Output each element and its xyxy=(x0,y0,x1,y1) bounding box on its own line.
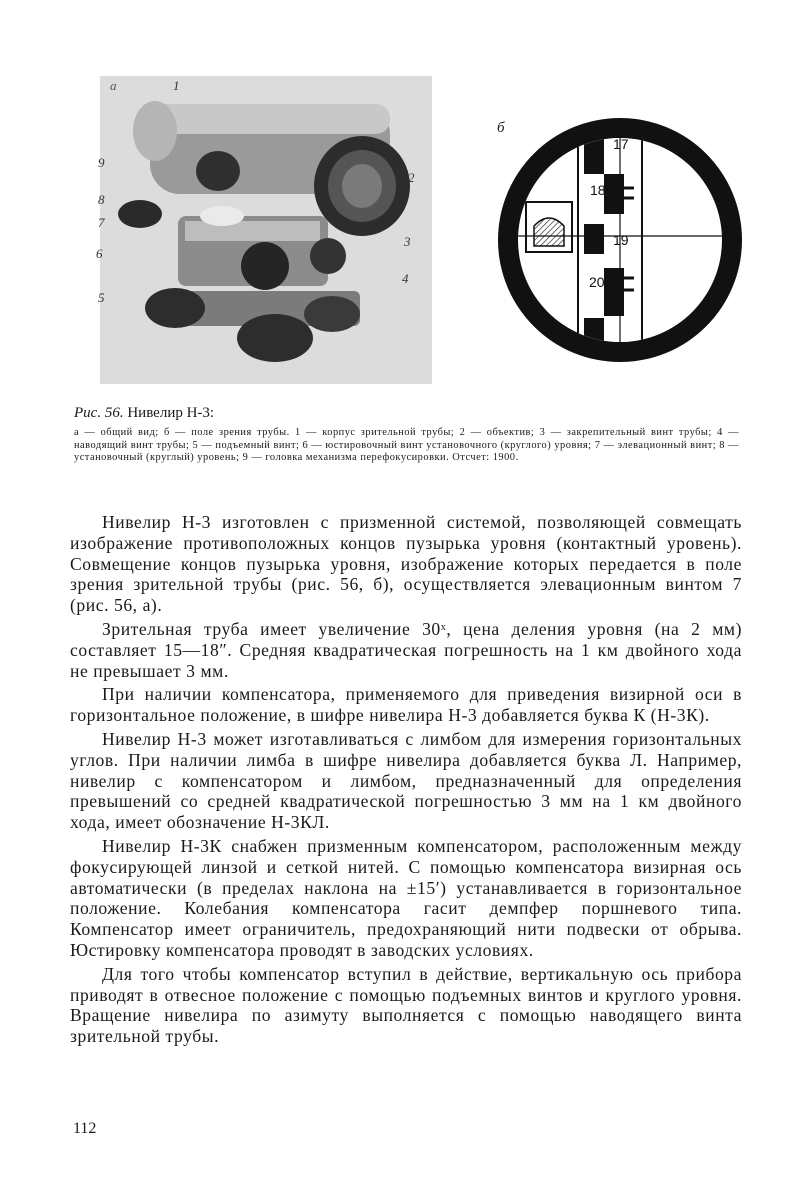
page-number: 112 xyxy=(73,1120,97,1137)
body-text xyxy=(70,512,742,1050)
scale-number-19: 19 xyxy=(613,232,629,248)
callout-1: 1 xyxy=(173,78,180,93)
callout-8: 8 xyxy=(98,192,105,207)
paragraph: Нивелир Н-3 изготовлен с призменной системой, позволяющей совмещать изображение противоположных концов пузырька уровня (контактный уровень). Совмещение концов пузырька уровня, изображение которых передается в поле зрения зрительной трубы (рис. 56, б), осуществляется элевационным винтом 7 (рис. 56, а). xyxy=(70,512,742,616)
callout-4: 4 xyxy=(402,271,409,286)
figure-caption-body: а — общий вид; б — поле зрения трубы. 1 — корпус зрительной трубы; 2 — объектив; 3 — закрепительный винт трубы; 4 — наводящий винт трубы; 5 — подъемный винт; 6 — юстировочный винт установочного (круглого) уровня; 7 — элевационный винт; 8 — установочный (круглый) уровень; 9 — головка механизма перефокусировки. Отсчет: 1900. xyxy=(74,427,739,464)
paragraph: Нивелир Н-3 может изготавливаться с лимбом для измерения горизонтальных углов. При наличии лимба в шифре нивелира добавляется буква Л. Например, нивелир с компенсатором и лимбом, предназначенный для определения превышений со средней квадратической погрешностью 3 мм на 1 км двойного хода, имеет обозначение Н-3КЛ. xyxy=(70,728,742,833)
figure-caption-title xyxy=(74,405,214,422)
scale-number-20: 20 xyxy=(589,274,605,290)
callout-7: 7 xyxy=(98,215,105,230)
scale-number-17: 17 xyxy=(613,136,629,152)
caption-title-text: Нивелир Н-3: xyxy=(127,405,215,421)
paragraph: Нивелир Н-3К снабжен призменным компенсатором, расположенным между фокусирующей линзой и сеткой нитей. С помощью компенсатора визирная ось автоматически (в пределах наклона на ±15′) устанавливается в горизонтальное положение. Колебания компенсатора гасит демпфер поршневого типа. Компенсатор имеет ограничитель, предохраняющий нити подвески от обрыва. Юстировку компенсатора проводят в заводских условиях. xyxy=(70,835,742,960)
scale-number-18: 18 xyxy=(590,182,606,198)
callout-9: 9 xyxy=(98,155,105,170)
callout-5: 5 xyxy=(98,290,105,305)
callout-3: 3 xyxy=(404,234,411,249)
level-illustration xyxy=(100,76,432,384)
level-photo xyxy=(100,76,432,384)
callout-2: 2 xyxy=(408,170,415,185)
figure-b-letter: б xyxy=(497,120,505,136)
paragraph: Зрительная труба имеет увеличение 30ˣ, цена деления уровня (на 2 мм) составляет 15—18″. Средняя квадратическая погрешность на 1 км двойного хода не превышает 3 мм. xyxy=(70,618,742,681)
field-of-view-diagram xyxy=(498,118,743,363)
callout-6: 6 xyxy=(96,246,103,261)
figure-a-letter: а xyxy=(110,78,117,93)
caption-prefix: Рис. 56. xyxy=(74,405,124,421)
paragraph: При наличии компенсатора, применяемого для приведения визирной оси в горизонтальное положение, в шифре нивелира Н-3 добавляется буква К (Н-3К). xyxy=(70,684,742,726)
paragraph: Для того чтобы компенсатор вступил в действие, вертикальную ось прибора приводят в отвесное положение с помощью подъемных винтов и круглого уровня. Вращение нивелира по азимуту выполняется с помощью наводящего винта зрительной трубы. xyxy=(70,963,742,1047)
